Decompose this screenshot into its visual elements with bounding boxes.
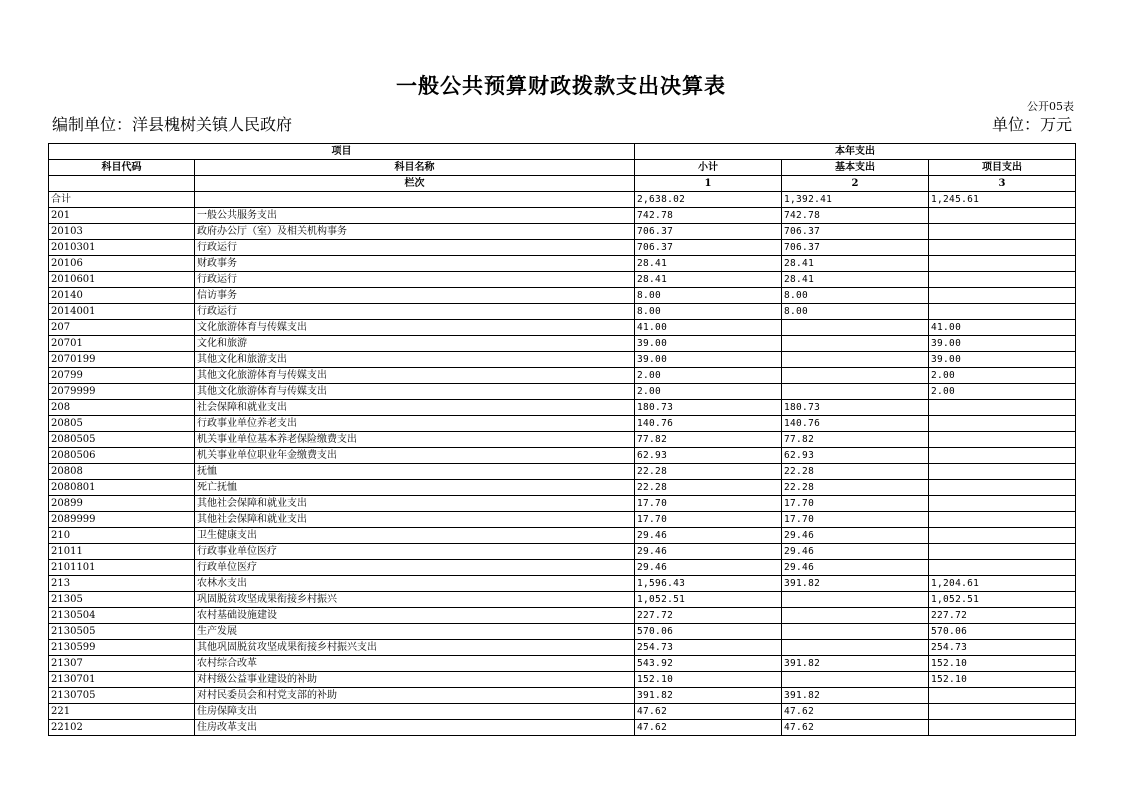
cell-name: 机关事业单位基本养老保险缴费支出 bbox=[195, 432, 635, 448]
cell-subtotal: 140.76 bbox=[635, 416, 782, 432]
cell-subtotal: 570.06 bbox=[635, 624, 782, 640]
cell-code: 2130705 bbox=[49, 688, 195, 704]
header-col-1: 1 bbox=[635, 176, 782, 192]
cell-project bbox=[929, 240, 1076, 256]
header-subtotal: 小计 bbox=[635, 160, 782, 176]
cell-basic bbox=[782, 336, 929, 352]
cell-project bbox=[929, 272, 1076, 288]
cell-code: 2130504 bbox=[49, 608, 195, 624]
header-blank bbox=[49, 176, 195, 192]
cell-basic: 8.00 bbox=[782, 304, 929, 320]
cell-basic: 391.82 bbox=[782, 656, 929, 672]
cell-basic: 1,392.41 bbox=[782, 192, 929, 208]
cell-project bbox=[929, 464, 1076, 480]
cell-project bbox=[929, 720, 1076, 736]
organization-label: 编制单位：洋县槐树关镇人民政府 bbox=[52, 115, 293, 134]
cell-code: 2079999 bbox=[49, 384, 195, 400]
cell-subtotal: 62.93 bbox=[635, 448, 782, 464]
cell-project: 39.00 bbox=[929, 336, 1076, 352]
cell-basic: 47.62 bbox=[782, 704, 929, 720]
expenditure-table bbox=[48, 143, 1076, 736]
cell-code: 2080506 bbox=[49, 448, 195, 464]
header-row-3 bbox=[49, 176, 1076, 192]
cell-code: 20899 bbox=[49, 496, 195, 512]
cell-project bbox=[929, 400, 1076, 416]
cell-basic bbox=[782, 608, 929, 624]
cell-basic: 22.28 bbox=[782, 464, 929, 480]
table-row bbox=[49, 448, 1076, 464]
cell-code: 2010301 bbox=[49, 240, 195, 256]
form-number: 公开05表 bbox=[1027, 100, 1074, 113]
cell-code: 2014001 bbox=[49, 304, 195, 320]
cell-name: 政府办公厅（室）及相关机构事务 bbox=[195, 224, 635, 240]
cell-code: 213 bbox=[49, 576, 195, 592]
table-row bbox=[49, 704, 1076, 720]
cell-project: 2.00 bbox=[929, 384, 1076, 400]
header-col-2: 2 bbox=[782, 176, 929, 192]
table-row bbox=[49, 320, 1076, 336]
header-this-year: 本年支出 bbox=[635, 144, 1076, 160]
cell-basic: 29.46 bbox=[782, 544, 929, 560]
cell-subtotal: 742.78 bbox=[635, 208, 782, 224]
cell-basic: 29.46 bbox=[782, 528, 929, 544]
table-row bbox=[49, 256, 1076, 272]
cell-code: 20140 bbox=[49, 288, 195, 304]
cell-project: 1,245.61 bbox=[929, 192, 1076, 208]
cell-basic: 47.62 bbox=[782, 720, 929, 736]
table-row bbox=[49, 352, 1076, 368]
cell-project: 2.00 bbox=[929, 368, 1076, 384]
cell-subtotal: 8.00 bbox=[635, 304, 782, 320]
cell-subtotal: 22.28 bbox=[635, 464, 782, 480]
cell-code: 2080801 bbox=[49, 480, 195, 496]
table-row bbox=[49, 192, 1076, 208]
cell-subtotal: 28.41 bbox=[635, 272, 782, 288]
cell-project: 254.73 bbox=[929, 640, 1076, 656]
cell-basic bbox=[782, 624, 929, 640]
cell-name: 财政事务 bbox=[195, 256, 635, 272]
cell-project: 1,204.61 bbox=[929, 576, 1076, 592]
cell-name: 抚恤 bbox=[195, 464, 635, 480]
cell-subtotal: 706.37 bbox=[635, 240, 782, 256]
cell-project bbox=[929, 432, 1076, 448]
cell-subtotal: 1,052.51 bbox=[635, 592, 782, 608]
header-row-1 bbox=[49, 144, 1076, 160]
cell-name: 其他巩固脱贫攻坚成果衔接乡村振兴支出 bbox=[195, 640, 635, 656]
cell-project bbox=[929, 512, 1076, 528]
table-row bbox=[49, 560, 1076, 576]
table-row bbox=[49, 432, 1076, 448]
table-row bbox=[49, 608, 1076, 624]
cell-name: 生产发展 bbox=[195, 624, 635, 640]
cell-subtotal: 8.00 bbox=[635, 288, 782, 304]
cell-project: 152.10 bbox=[929, 672, 1076, 688]
cell-subtotal: 227.72 bbox=[635, 608, 782, 624]
table-row bbox=[49, 272, 1076, 288]
table-row bbox=[49, 656, 1076, 672]
cell-basic: 28.41 bbox=[782, 272, 929, 288]
header-name: 科目名称 bbox=[195, 160, 635, 176]
table-row bbox=[49, 528, 1076, 544]
cell-code: 2130599 bbox=[49, 640, 195, 656]
cell-project bbox=[929, 544, 1076, 560]
cell-name: 社会保障和就业支出 bbox=[195, 400, 635, 416]
cell-code: 221 bbox=[49, 704, 195, 720]
cell-project bbox=[929, 496, 1076, 512]
cell-code: 21307 bbox=[49, 656, 195, 672]
header-project: 项目 bbox=[49, 144, 635, 160]
cell-name: 行政运行 bbox=[195, 272, 635, 288]
cell-code: 20799 bbox=[49, 368, 195, 384]
table-row bbox=[49, 224, 1076, 240]
cell-code: 合计 bbox=[49, 192, 195, 208]
table-row bbox=[49, 304, 1076, 320]
table-header bbox=[49, 144, 1076, 192]
cell-name: 巩固脱贫攻坚成果衔接乡村振兴 bbox=[195, 592, 635, 608]
table-row bbox=[49, 208, 1076, 224]
table-row bbox=[49, 544, 1076, 560]
cell-subtotal: 47.62 bbox=[635, 720, 782, 736]
cell-code: 20103 bbox=[49, 224, 195, 240]
cell-basic: 28.41 bbox=[782, 256, 929, 272]
cell-code: 21305 bbox=[49, 592, 195, 608]
cell-basic: 17.70 bbox=[782, 512, 929, 528]
cell-name: 农村基础设施建设 bbox=[195, 608, 635, 624]
cell-basic: 22.28 bbox=[782, 480, 929, 496]
table-row bbox=[49, 336, 1076, 352]
cell-name: 行政事业单位医疗 bbox=[195, 544, 635, 560]
cell-subtotal: 17.70 bbox=[635, 496, 782, 512]
cell-basic: 29.46 bbox=[782, 560, 929, 576]
cell-project bbox=[929, 304, 1076, 320]
cell-name: 信访事务 bbox=[195, 288, 635, 304]
cell-basic: 77.82 bbox=[782, 432, 929, 448]
table-row bbox=[49, 416, 1076, 432]
cell-name: 死亡抚恤 bbox=[195, 480, 635, 496]
cell-code: 21011 bbox=[49, 544, 195, 560]
cell-code: 2089999 bbox=[49, 512, 195, 528]
cell-project: 1,052.51 bbox=[929, 592, 1076, 608]
cell-code: 207 bbox=[49, 320, 195, 336]
header-code: 科目代码 bbox=[49, 160, 195, 176]
cell-code: 210 bbox=[49, 528, 195, 544]
cell-code: 2130701 bbox=[49, 672, 195, 688]
cell-name: 文化旅游体育与传媒支出 bbox=[195, 320, 635, 336]
cell-project bbox=[929, 208, 1076, 224]
cell-basic: 62.93 bbox=[782, 448, 929, 464]
cell-subtotal: 2.00 bbox=[635, 384, 782, 400]
cell-basic bbox=[782, 672, 929, 688]
cell-basic bbox=[782, 368, 929, 384]
cell-project bbox=[929, 480, 1076, 496]
cell-subtotal: 39.00 bbox=[635, 336, 782, 352]
table-row bbox=[49, 576, 1076, 592]
cell-project bbox=[929, 224, 1076, 240]
cell-code: 208 bbox=[49, 400, 195, 416]
cell-name: 行政运行 bbox=[195, 304, 635, 320]
cell-basic bbox=[782, 352, 929, 368]
cell-name: 对村民委员会和村党支部的补助 bbox=[195, 688, 635, 704]
cell-code: 2080505 bbox=[49, 432, 195, 448]
cell-name: 卫生健康支出 bbox=[195, 528, 635, 544]
cell-subtotal: 254.73 bbox=[635, 640, 782, 656]
cell-name: 其他社会保障和就业支出 bbox=[195, 512, 635, 528]
cell-subtotal: 22.28 bbox=[635, 480, 782, 496]
cell-subtotal: 706.37 bbox=[635, 224, 782, 240]
cell-name: 机关事业单位职业年金缴费支出 bbox=[195, 448, 635, 464]
cell-subtotal: 41.00 bbox=[635, 320, 782, 336]
table-row bbox=[49, 624, 1076, 640]
cell-basic bbox=[782, 592, 929, 608]
table-row bbox=[49, 384, 1076, 400]
cell-name: 行政运行 bbox=[195, 240, 635, 256]
cell-code: 20808 bbox=[49, 464, 195, 480]
cell-project: 227.72 bbox=[929, 608, 1076, 624]
cell-subtotal: 152.10 bbox=[635, 672, 782, 688]
cell-subtotal: 1,596.43 bbox=[635, 576, 782, 592]
cell-name: 其他社会保障和就业支出 bbox=[195, 496, 635, 512]
cell-name: 文化和旅游 bbox=[195, 336, 635, 352]
cell-code: 20805 bbox=[49, 416, 195, 432]
cell-name: 其他文化旅游体育与传媒支出 bbox=[195, 384, 635, 400]
cell-code: 2070199 bbox=[49, 352, 195, 368]
cell-basic bbox=[782, 640, 929, 656]
cell-name: 行政事业单位养老支出 bbox=[195, 416, 635, 432]
cell-project bbox=[929, 704, 1076, 720]
cell-basic: 8.00 bbox=[782, 288, 929, 304]
table-row bbox=[49, 640, 1076, 656]
header-project-expenditure: 项目支出 bbox=[929, 160, 1076, 176]
cell-project: 152.10 bbox=[929, 656, 1076, 672]
header-row-2 bbox=[49, 160, 1076, 176]
cell-code: 20701 bbox=[49, 336, 195, 352]
cell-project bbox=[929, 560, 1076, 576]
cell-project bbox=[929, 288, 1076, 304]
cell-basic: 391.82 bbox=[782, 688, 929, 704]
cell-name: 住房保障支出 bbox=[195, 704, 635, 720]
cell-subtotal: 180.73 bbox=[635, 400, 782, 416]
cell-subtotal: 29.46 bbox=[635, 528, 782, 544]
header-basic: 基本支出 bbox=[782, 160, 929, 176]
cell-project bbox=[929, 256, 1076, 272]
cell-subtotal: 2,638.02 bbox=[635, 192, 782, 208]
cell-subtotal: 17.70 bbox=[635, 512, 782, 528]
table-row bbox=[49, 496, 1076, 512]
cell-subtotal: 77.82 bbox=[635, 432, 782, 448]
cell-subtotal: 2.00 bbox=[635, 368, 782, 384]
cell-basic bbox=[782, 320, 929, 336]
cell-subtotal: 29.46 bbox=[635, 560, 782, 576]
cell-basic: 391.82 bbox=[782, 576, 929, 592]
cell-name bbox=[195, 192, 635, 208]
cell-basic: 706.37 bbox=[782, 240, 929, 256]
cell-basic bbox=[782, 384, 929, 400]
cell-name: 其他文化旅游体育与传媒支出 bbox=[195, 368, 635, 384]
page-title: 一般公共预算财政拨款支出决算表 bbox=[396, 73, 726, 98]
cell-project: 570.06 bbox=[929, 624, 1076, 640]
cell-basic: 180.73 bbox=[782, 400, 929, 416]
cell-basic: 140.76 bbox=[782, 416, 929, 432]
table-row bbox=[49, 512, 1076, 528]
table-row bbox=[49, 464, 1076, 480]
cell-subtotal: 28.41 bbox=[635, 256, 782, 272]
cell-subtotal: 29.46 bbox=[635, 544, 782, 560]
cell-basic: 706.37 bbox=[782, 224, 929, 240]
cell-code: 20106 bbox=[49, 256, 195, 272]
cell-name: 其他文化和旅游支出 bbox=[195, 352, 635, 368]
cell-subtotal: 39.00 bbox=[635, 352, 782, 368]
cell-subtotal: 543.92 bbox=[635, 656, 782, 672]
cell-name: 农林水支出 bbox=[195, 576, 635, 592]
cell-project: 41.00 bbox=[929, 320, 1076, 336]
cell-project bbox=[929, 416, 1076, 432]
cell-name: 农村综合改革 bbox=[195, 656, 635, 672]
cell-code: 2130505 bbox=[49, 624, 195, 640]
table-body bbox=[49, 192, 1076, 736]
cell-name: 行政单位医疗 bbox=[195, 560, 635, 576]
table-row bbox=[49, 288, 1076, 304]
cell-name: 住房改革支出 bbox=[195, 720, 635, 736]
table-row bbox=[49, 368, 1076, 384]
table-row bbox=[49, 592, 1076, 608]
unit-label: 单位：万元 bbox=[991, 115, 1072, 134]
cell-basic: 17.70 bbox=[782, 496, 929, 512]
cell-name: 一般公共服务支出 bbox=[195, 208, 635, 224]
table-row bbox=[49, 672, 1076, 688]
cell-basic: 742.78 bbox=[782, 208, 929, 224]
cell-subtotal: 47.62 bbox=[635, 704, 782, 720]
cell-subtotal: 391.82 bbox=[635, 688, 782, 704]
cell-code: 201 bbox=[49, 208, 195, 224]
cell-project bbox=[929, 528, 1076, 544]
cell-project: 39.00 bbox=[929, 352, 1076, 368]
header-column-index: 栏次 bbox=[195, 176, 635, 192]
cell-code: 2010601 bbox=[49, 272, 195, 288]
cell-code: 22102 bbox=[49, 720, 195, 736]
table-row bbox=[49, 720, 1076, 736]
table-row bbox=[49, 400, 1076, 416]
table-row bbox=[49, 240, 1076, 256]
table-row bbox=[49, 688, 1076, 704]
cell-project bbox=[929, 448, 1076, 464]
cell-code: 2101101 bbox=[49, 560, 195, 576]
cell-project bbox=[929, 688, 1076, 704]
header-col-3: 3 bbox=[929, 176, 1076, 192]
cell-name: 对村级公益事业建设的补助 bbox=[195, 672, 635, 688]
table-row bbox=[49, 480, 1076, 496]
